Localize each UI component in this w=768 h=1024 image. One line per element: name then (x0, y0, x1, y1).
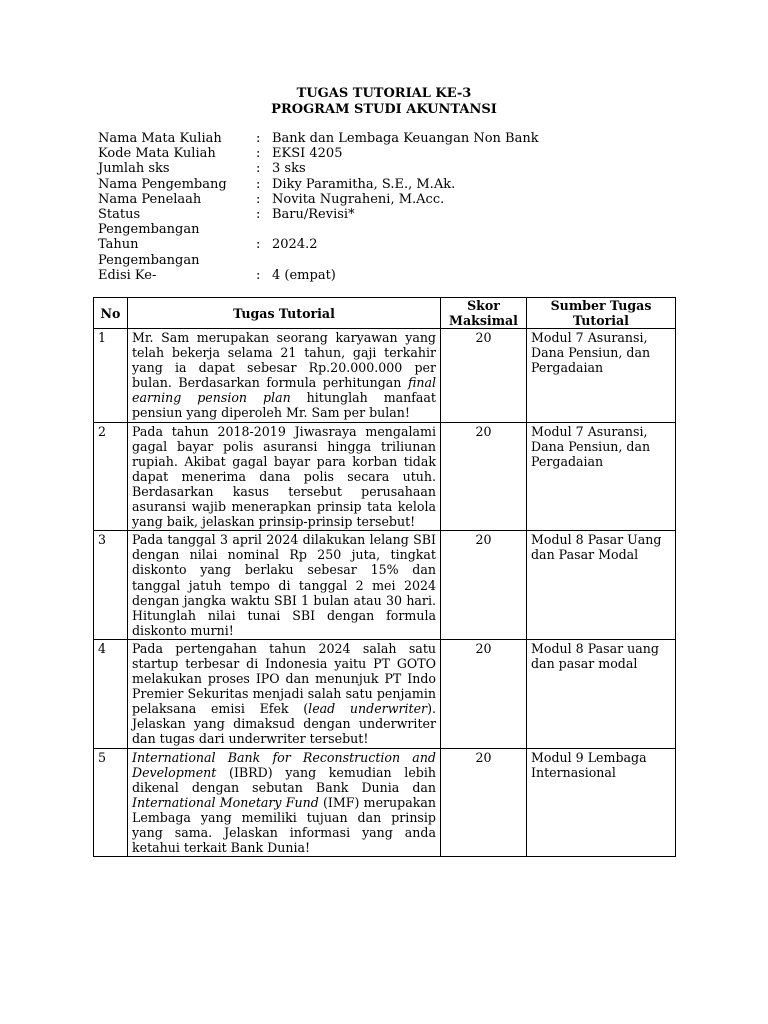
header-source-line1: Sumber Tugas (550, 298, 652, 313)
info-label: Nama Penelaah (98, 191, 202, 207)
header-score (441, 298, 527, 329)
header-score-line1: Skor (467, 298, 500, 313)
max-score: 20 (441, 422, 527, 531)
info-value: Novita Nugraheni, M.Acc. (272, 191, 445, 207)
info-colon: : (256, 267, 261, 283)
info-value: 2024.2 (272, 237, 318, 253)
header-no: No (94, 298, 128, 329)
course-info (98, 131, 568, 283)
task-text-italic: International Bank for Reconstruction and Development (132, 749, 436, 780)
task-text-italic: lead underwriter (308, 701, 428, 717)
info-colon: : (256, 131, 261, 146)
info-value: 3 sks (272, 161, 306, 177)
info-label-line2: Pengembangan (98, 222, 200, 238)
info-row-course-code (98, 146, 568, 161)
info-row-course-name (98, 131, 568, 146)
task-source: Modul 7 Asuransi, Dana Pensiun, dan Pergadaian (527, 422, 676, 531)
info-colon: : (256, 146, 261, 162)
info-value: Bank dan Lembaga Keuangan Non Bank (272, 131, 539, 146)
info-colon: : (256, 161, 261, 177)
task-text-part: (IBRD) yang kemudian lebih dikenal dengan sebutan Bank Dunia dan (132, 764, 436, 795)
info-label (98, 207, 256, 237)
task-source: Modul 7 Asuransi, Dana Pensiun, dan Pergadaian (527, 329, 676, 423)
header-score-line2: Maksimal (449, 313, 518, 328)
info-colon: : (256, 176, 261, 192)
header-task: Tugas Tutorial (128, 298, 441, 329)
info-row-edition (98, 268, 568, 283)
max-score: 20 (441, 329, 527, 423)
task-text-italic: International Monetary Fund (132, 794, 319, 810)
info-row-year (98, 237, 568, 267)
max-score: 20 (441, 531, 527, 640)
task-source: Modul 8 Pasar uang dan pasar modal (527, 639, 676, 748)
info-value: Diky Paramitha, S.E., M.Ak. (272, 176, 456, 192)
task-text (128, 329, 441, 423)
document-subtitle: PROGRAM STUDI AKUNTANSI (271, 102, 497, 117)
info-label (98, 237, 256, 267)
table-header-row (94, 298, 676, 329)
info-label-line2: Pengembangan (98, 252, 200, 268)
task-text-part: Pada pertengahan tahun 2024 salah satu startup terbesar di Indonesia yaitu PT GOTO melakukan proses IPO dan menunjuk PT Indo Premier Sekuritas menjadi salah satu penjamin pelaksana emisi Efek ( (132, 640, 436, 717)
info-row-reviewer (98, 192, 568, 207)
info-value: EKSI 4205 (272, 146, 343, 162)
max-score: 20 (441, 639, 527, 748)
info-row-status (98, 207, 568, 237)
task-text: Pada tanggal 3 april 2024 dilakukan lelang SBI dengan nilai nominal Rp 250 juta, tingkat diskonto yang berlaku sebesar 15% dan tanggal jatuh tempo di tanggal 2 mei 2024 dengan jangka waktu SBI 1 bulan atau 30 hari. Hitunglah nilai tunai SBI dengan formula diskonto murni! (128, 531, 441, 640)
table-row (94, 422, 676, 531)
table-row (94, 748, 676, 857)
header-source (527, 298, 676, 329)
info-label: Kode Mata Kuliah (98, 146, 216, 162)
task-text: Pada tahun 2018-2019 Jiwasraya mengalami gagal bayar polis asuransi hingga triliunan rupiah. Akibat gagal bayar para korban tidak dapat menerima dana polis secara utuh. Berdasarkan kasus tersebut perusahaan asuransi wajib menerapkan prinsip tata kelola yang baik, jelaskan prinsip-prinsip tersebut! (128, 422, 441, 531)
info-label: Nama Mata Kuliah (98, 131, 222, 146)
info-label: Edisi Ke- (98, 267, 157, 283)
task-text-part: ). Jelaskan yang dimaksud dengan underwriter dan tugas dari underwriter tersebut! (132, 701, 436, 747)
task-text (128, 639, 441, 748)
header-source-line2: Tutorial (573, 313, 629, 328)
info-value: Baru/Revisi* (272, 207, 355, 223)
table-row (94, 329, 676, 423)
row-number: 2 (94, 422, 128, 531)
tutorial-table (93, 297, 676, 857)
info-row-credits (98, 161, 568, 176)
info-label-line1: Tahun (98, 237, 139, 253)
task-text (128, 748, 441, 857)
table-row (94, 531, 676, 640)
info-label: Nama Pengembang (98, 176, 227, 192)
row-number: 1 (94, 329, 128, 423)
document-title: TUGAS TUTORIAL KE-3 (296, 86, 472, 101)
task-text-italic: final earning pension plan (132, 375, 436, 406)
row-number: 4 (94, 639, 128, 748)
info-colon: : (256, 191, 261, 207)
task-text-part: (IMF) merupakan Lembaga yang memiliki tujuan dan prinsip yang sama. Jelaskan informasi yang anda ketahui terkait Bank Dunia! (132, 794, 436, 856)
row-number: 3 (94, 531, 128, 640)
task-source: Modul 9 Lembaga Internasional (527, 748, 676, 857)
info-label: Jumlah sks (98, 161, 170, 177)
task-source: Modul 8 Pasar Uang dan Pasar Modal (527, 531, 676, 640)
row-number: 5 (94, 748, 128, 857)
table-row (94, 639, 676, 748)
task-text-part: hitunglah manfaat pensiun yang diperoleh Mr. Sam per bulan! (132, 390, 436, 421)
info-row-developer (98, 177, 568, 192)
info-label-line1: Status (98, 207, 141, 223)
info-value: 4 (empat) (272, 267, 336, 283)
task-text-part: Mr. Sam merupakan seorang karyawan yang telah bekerja selama 21 tahun, gaji terkahir yang ia dapat sebesar Rp.20.000.000 per bulan. Berdasarkan formula perhitungan (132, 330, 436, 391)
max-score: 20 (441, 748, 527, 857)
info-colon: : (256, 207, 261, 223)
info-colon: : (256, 237, 261, 253)
